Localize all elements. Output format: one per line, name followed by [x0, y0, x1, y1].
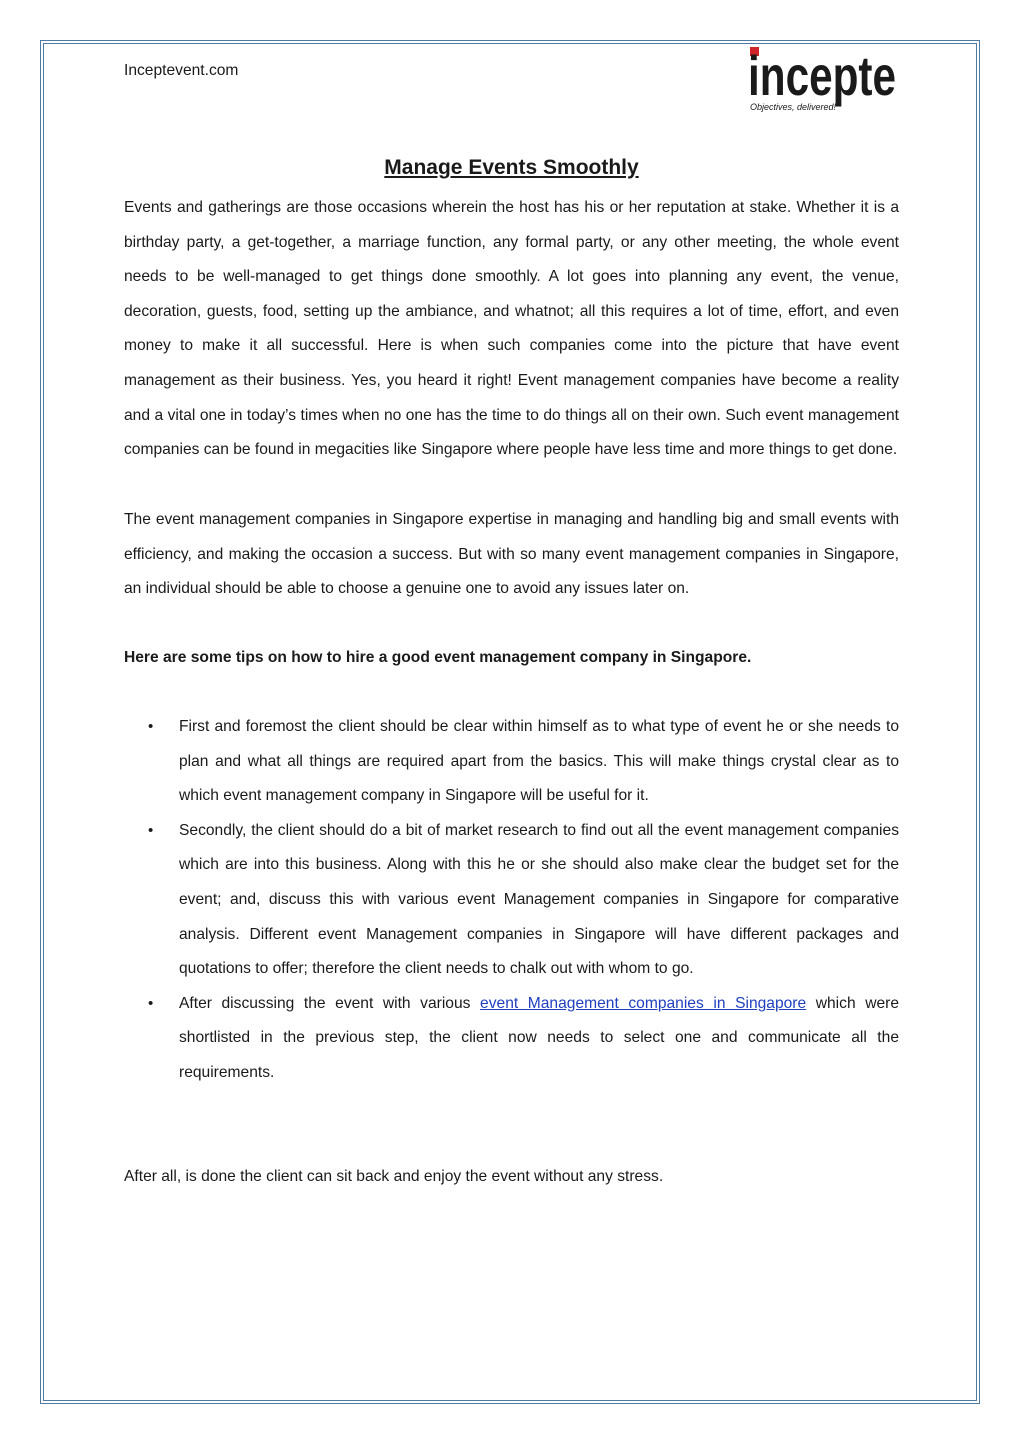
bullet-icon: •	[148, 994, 154, 1012]
header-site-name: Inceptevent.com	[124, 62, 239, 79]
paragraph-intro: Events and gatherings are those occasions wherein the host has his or her reputation at stake. Whether it is a birthday party, a get-together, a marriage function, any formal party, or any other meeting, the whole event needs to be well-managed to get things done smoothly. A lot goes into planning any event, the venue, decoration, guests, food, setting up the ambiance, and whatnot; all this requires a lot of time, effort, and even money to make it all successful. Here is when such companies come into the picture that have event management as their business. Yes, you heard it right! Event management companies have become a reality and a vital one in today’s times when no one has the time to do things all on their own. Such event management companies can be found in megacities like Singapore where people have less time and more things to get done.	[124, 199, 899, 459]
list-item	[124, 710, 899, 814]
tips-list	[124, 710, 899, 1091]
bullet-icon: •	[148, 821, 154, 839]
logo-tagline: Objectives, delivered!	[750, 102, 837, 112]
list-item	[124, 987, 899, 1091]
incepte-logo	[748, 47, 898, 113]
list-item-text-after: which were shortlisted in the previous step, the client now needs to select one and communicate all the requirements.	[179, 994, 899, 1081]
document-title: Manage Events Smoothly	[384, 156, 639, 179]
paragraph-singapore: The event management companies in Singapore expertise in managing and handling big and small events with efficiency, and making the occasion a success. But with so many event management companies in Singapore, an individual should be able to choose a genuine one to avoid any issues later on.	[124, 511, 899, 598]
list-item-text: First and foremost the client should be clear within himself as to what type of event he or she needs to plan and what all things are required apart from the basics. This will make things crystal clear as to which event management company in Singapore will be useful for it.	[179, 718, 899, 805]
bullet-icon: •	[148, 718, 154, 735]
logo-wordmark: incepte	[748, 47, 896, 107]
closing-paragraph: After all, is done the client can sit back and enjoy the event without any stress.	[124, 1168, 664, 1185]
event-management-link[interactable]: event Management companies in Singapore	[480, 994, 807, 1012]
list-item-text-before: After discussing the event with various	[179, 994, 481, 1012]
list-item	[124, 814, 899, 987]
tips-heading: Here are some tips on how to hire a good event management company in Singapore.	[124, 649, 752, 666]
list-item-text: Secondly, the client should do a bit of market research to find out all the event management companies which are into this business. Along with this he or she should also make clear the budget set for the event; and, discuss this with various event Management companies in Singapore for comparative analysis. Different event Management companies in Singapore will have different packages and quotations to offer; therefore the client needs to chalk out with whom to go.	[179, 821, 899, 978]
